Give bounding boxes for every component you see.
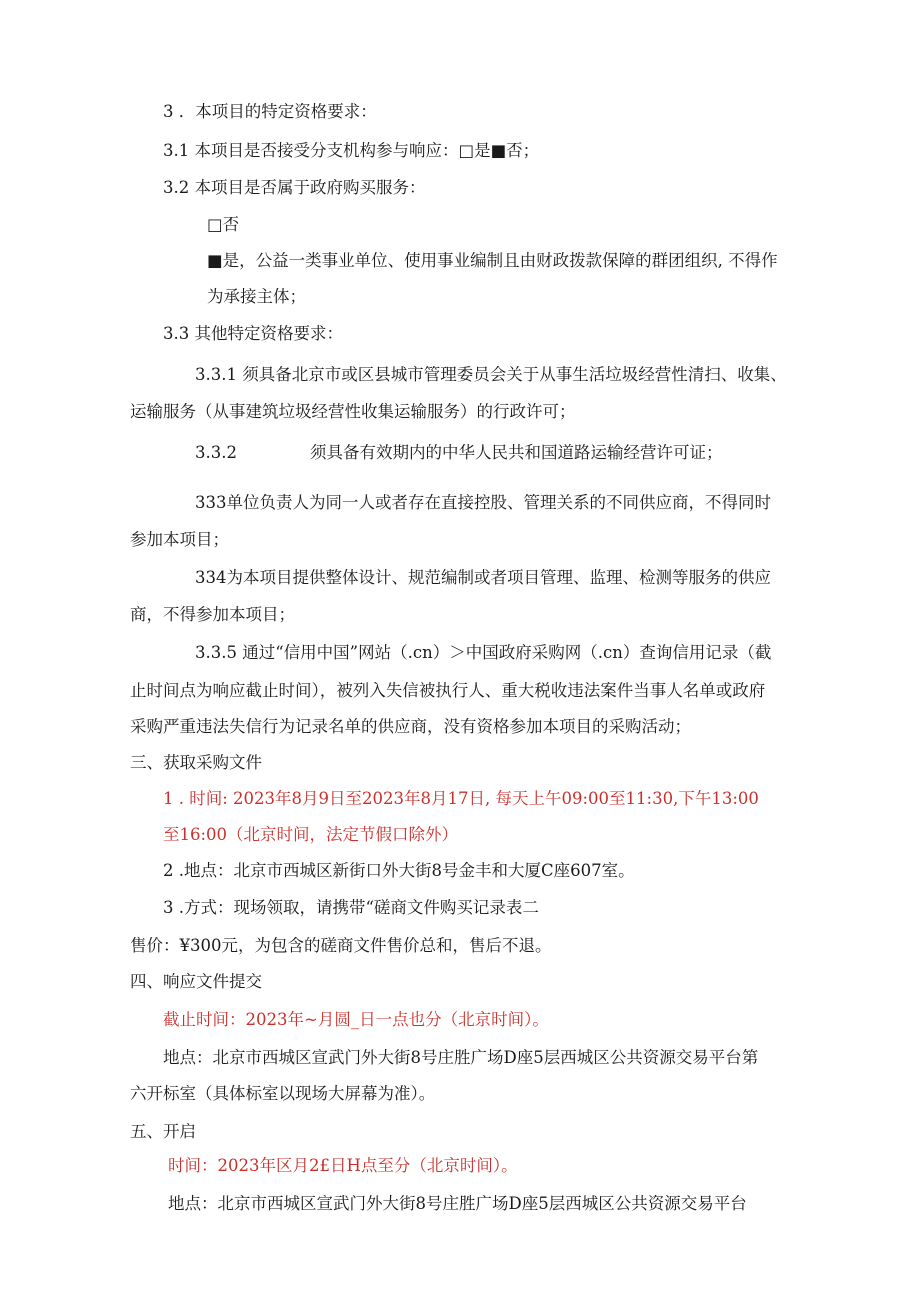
submit-deadline: 截止时间：2023年~月圆_日一点也分（北京时间）。 <box>163 1010 549 1029</box>
obtain-time-line1: 1 . 时间: 2023年8月9日至2023年8月17日, 每天上午09:00至11:30,下午13:00 <box>163 789 759 808</box>
submit-location-line2: 六开标室（具体标室以现场大屏幕为准）。 <box>130 1084 436 1103</box>
item-3-3-4-line2: 商，不得参加本项目； <box>130 605 295 624</box>
option-yes-line2: 为承接主体； <box>207 287 306 306</box>
section-obtain-heading: 三、获取采购文件 <box>130 753 262 772</box>
obtain-price: 售价：¥300元，为包含的磋商文件售价总和，售后不退。 <box>130 936 552 955</box>
item-3-3-5-line1: 3.3.5 通过“信用中国”网站（.cn）＞中国政府采购网（.cn）查询信用记录（截 <box>195 643 772 662</box>
section-3-heading: 3 ．本项目的特定资格要求： <box>163 102 377 121</box>
item-3-3-4-line1: 334为本项目提供整体设计、规范编制或者项目管理、监理、检测等服务的供应 <box>195 568 771 587</box>
item-3-3-2-number: 3.3.2 <box>195 443 237 462</box>
item-3-3-1-line1: 3.3.1 须具备北京市或区县城市管理委员会关于从事生活垃圾经营性清扫、收集、 <box>195 365 787 384</box>
item-3-3-3-line2: 参加本项目； <box>130 530 229 549</box>
item-3-3-5-line2: 止时间点为响应截止时间），被列入失信被执行人、重大税收违法案件当事人名单或政府 <box>130 681 766 700</box>
option-yes-line1: ■是，公益一类事业单位、使用事业编制且由财政拨款保障的群团组织, 不得作 <box>207 251 778 270</box>
submit-location-line1: 地点：北京市西城区宣武门外大街8号庄胜广场D座5层西城区公共资源交易平台第 <box>163 1048 759 1067</box>
open-location: 地点：北京市西城区宣武门外大街8号庄胜广场D座5层西城区公共资源交易平台 <box>168 1194 747 1213</box>
section-open-heading: 五、开启 <box>130 1122 196 1141</box>
open-time: 时间：2023年区月2£日H点至分（北京时间）。 <box>168 1156 518 1175</box>
item-3-3-3-line1: 333单位负责人为同一人或者存在直接控股、管理关系的不同供应商，不得同时 <box>195 493 771 512</box>
obtain-method: 3 .方式：现场领取，请携带“磋商文件购买记录表二 <box>163 898 539 917</box>
obtain-location: 2 .地点：北京市西城区新街口外大街8号金丰和大厦C座607室。 <box>163 861 635 880</box>
item-3-1: 3.1 本项目是否接受分支机构参与响应：□是■否； <box>163 141 540 160</box>
obtain-time-line2: 至16:00（北京时间，法定节假口除外） <box>163 825 459 844</box>
item-3-2: 3.2 本项目是否属于政府购买服务： <box>163 178 426 197</box>
option-no: □否 <box>207 215 240 234</box>
section-submit-heading: 四、响应文件提交 <box>130 972 262 991</box>
item-3-3-2-text: 须具备有效期内的中华人民共和国道路运输经营许可证； <box>310 443 723 462</box>
item-3-3: 3.3 其他特定资格要求： <box>163 324 343 343</box>
item-3-3-1-line2: 运输服务（从事建筑垃圾经营性收集运输服务）的行政许可； <box>130 402 576 421</box>
item-3-3-5-line3: 采购严重违法失信行为记录名单的供应商，没有资格参加本项目的采购活动； <box>130 717 691 736</box>
